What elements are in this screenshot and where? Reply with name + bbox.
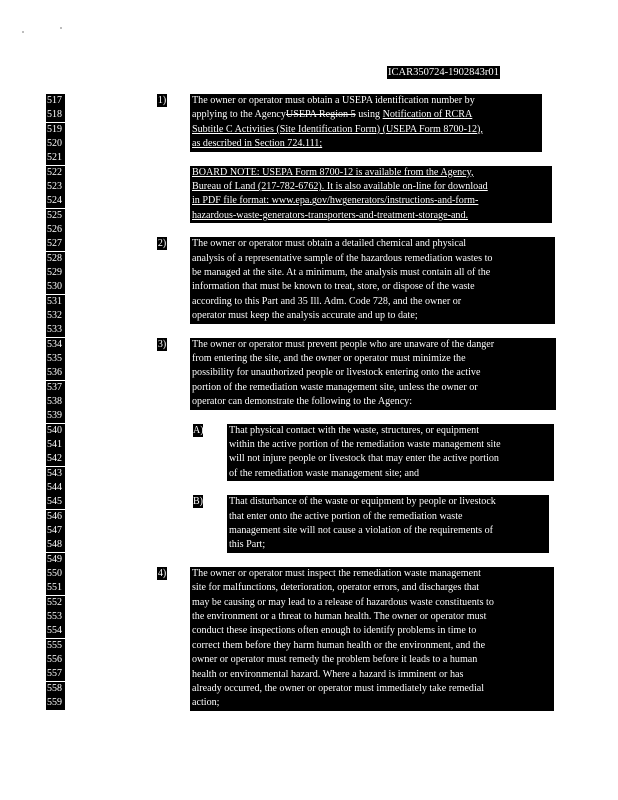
text-line bbox=[190, 653, 554, 667]
line-number: 538 bbox=[46, 395, 65, 409]
text-span: site for malfunctions, deterioration, operator errors, and discharges that bbox=[192, 582, 480, 594]
text-line bbox=[190, 309, 555, 323]
line-number: 547 bbox=[46, 524, 65, 538]
line-number: 559 bbox=[46, 696, 65, 710]
text-line bbox=[190, 94, 542, 108]
text-span: That disturbance of the waste or equipment by people or livestock bbox=[229, 496, 496, 508]
line-number: 551 bbox=[46, 581, 65, 595]
paragraph-block bbox=[190, 94, 542, 152]
text-span: operator must keep the analysis accurate and up to date; bbox=[192, 310, 418, 322]
line-number: 556 bbox=[46, 653, 65, 667]
line-number: 531 bbox=[46, 295, 65, 309]
line-number: 524 bbox=[46, 194, 65, 208]
line-number: 525 bbox=[46, 209, 65, 223]
text-line bbox=[190, 610, 554, 624]
text-line bbox=[190, 108, 542, 122]
text-line bbox=[190, 194, 552, 208]
line-number: 535 bbox=[46, 352, 65, 366]
line-number: 517 bbox=[46, 94, 65, 108]
line-number: 555 bbox=[46, 639, 65, 653]
line-number: 519 bbox=[46, 123, 65, 137]
text-line bbox=[190, 381, 556, 395]
line-number: 548 bbox=[46, 538, 65, 552]
document-id: ICAR350724-1902843r01 bbox=[388, 67, 499, 78]
text-line bbox=[190, 624, 554, 638]
line-number: 545 bbox=[46, 495, 65, 509]
underlined-text: (USEPA Form 8700-12), bbox=[380, 123, 483, 135]
line-number: 526 bbox=[46, 223, 65, 237]
line-number: 549 bbox=[46, 553, 65, 567]
text-span: this Part; bbox=[229, 539, 266, 551]
text-line bbox=[190, 123, 542, 137]
text-span: using bbox=[355, 109, 383, 121]
item-marker: 4) bbox=[157, 567, 167, 579]
text-line bbox=[190, 137, 542, 151]
scan-speck bbox=[60, 27, 62, 29]
line-number: 533 bbox=[46, 323, 65, 337]
paragraph-block bbox=[190, 237, 555, 323]
scan-speck bbox=[22, 31, 24, 33]
text-span: already occurred, the owner or operator must immediately take remedial bbox=[192, 683, 485, 695]
text-line bbox=[227, 524, 549, 538]
text-span: The owner or operator must prevent people who are unaware of the danger bbox=[192, 338, 495, 350]
text-span: conduct these inspections often enough to identify problems in time to bbox=[192, 625, 477, 637]
text-span: of the remediation waste management site; and bbox=[229, 467, 420, 479]
text-line bbox=[190, 696, 554, 710]
paragraph-block bbox=[190, 567, 554, 711]
line-number: 557 bbox=[46, 667, 65, 681]
text-line bbox=[227, 452, 554, 466]
text-line bbox=[190, 280, 555, 294]
text-span: owner or operator must remedy the problem before it leads to a human bbox=[192, 654, 478, 666]
line-number: 554 bbox=[46, 624, 65, 638]
line-number: 530 bbox=[46, 280, 65, 294]
text-line bbox=[190, 567, 554, 581]
paragraph-block bbox=[227, 424, 554, 482]
line-number: 539 bbox=[46, 409, 65, 423]
paragraph-block bbox=[227, 495, 549, 553]
underlined-text: in PDF file format: www.epa.gov/hwgenerators/instructions-and-form- bbox=[192, 195, 479, 207]
underlined-text: Bureau of Land (217-782-6762). It is also available on-line for download bbox=[192, 181, 488, 193]
text-span: will not injure people or livestock that may enter the active portion bbox=[229, 453, 499, 465]
item-marker: A) bbox=[193, 424, 204, 436]
line-number: 546 bbox=[46, 510, 65, 524]
line-number: 542 bbox=[46, 452, 65, 466]
text-span: The owner or operator must obtain a detailed chemical and physical bbox=[192, 238, 467, 250]
text-line bbox=[190, 581, 554, 595]
line-number: 552 bbox=[46, 596, 65, 610]
text-line bbox=[190, 237, 555, 251]
line-number: 528 bbox=[46, 252, 65, 266]
text-span: portion of the remediation waste management site, unless the owner or bbox=[192, 381, 478, 393]
line-number: 550 bbox=[46, 567, 65, 581]
line-number: 520 bbox=[46, 137, 65, 151]
text-line bbox=[190, 682, 554, 696]
struck-text: USEPA Region 5 bbox=[285, 109, 356, 121]
text-line bbox=[190, 166, 552, 180]
item-marker: 3) bbox=[157, 338, 167, 350]
text-span: applying to the Agency bbox=[192, 109, 286, 121]
text-span: according to this Part and 35 Ill. Adm. Code 728, and the owner or bbox=[192, 295, 462, 307]
text-span: management site will not cause a violation of the requirements of bbox=[229, 524, 494, 536]
text-span: correct them before they harm human health or the environment, and the bbox=[192, 639, 486, 651]
text-span: operator can demonstrate the following to the Agency: bbox=[192, 396, 413, 408]
text-line bbox=[190, 668, 554, 682]
line-number: 544 bbox=[46, 481, 65, 495]
text-span: That physical contact with the waste, structures, or equipment bbox=[229, 424, 480, 436]
text-span: information that must be known to treat, store, or dispose of the waste bbox=[192, 281, 475, 293]
text-line bbox=[190, 252, 555, 266]
line-number: 553 bbox=[46, 610, 65, 624]
text-line bbox=[227, 495, 549, 509]
paragraph-block bbox=[190, 338, 556, 410]
text-span: the environment or a threat to human health. The owner or operator must bbox=[192, 611, 487, 623]
text-line bbox=[190, 266, 555, 280]
text-line bbox=[227, 510, 549, 524]
item-marker: 2) bbox=[157, 238, 167, 250]
line-number: 540 bbox=[46, 424, 65, 438]
text-span: that enter onto the active portion of the remediation waste bbox=[229, 510, 463, 522]
text-line bbox=[190, 352, 556, 366]
line-number: 537 bbox=[46, 381, 65, 395]
line-number: 529 bbox=[46, 266, 65, 280]
text-line bbox=[190, 180, 552, 194]
text-span: The owner or operator must obtain a USEPA identification number by bbox=[192, 95, 475, 106]
underlined-text: Subtitle C Activities (Site Identification Form) bbox=[192, 123, 381, 135]
line-number: 558 bbox=[46, 682, 65, 696]
underlined-text: as described in Section 724.111; bbox=[192, 138, 323, 150]
text-span: action; bbox=[192, 697, 220, 709]
text-line bbox=[190, 366, 556, 380]
text-span: analysis of a representative sample of the hazardous remediation wastes to bbox=[192, 252, 493, 264]
text-span: within the active portion of the remediation waste management site bbox=[229, 438, 501, 450]
line-number: 521 bbox=[46, 151, 65, 165]
line-number: 523 bbox=[46, 180, 65, 194]
text-line bbox=[227, 467, 554, 481]
line-number: 543 bbox=[46, 467, 65, 481]
text-span: possibility for unauthorized people or livestock entering onto the active bbox=[192, 367, 481, 379]
line-number: 534 bbox=[46, 338, 65, 352]
text-line bbox=[190, 596, 554, 610]
underlined-text: Notification of RCRA bbox=[382, 109, 473, 121]
text-line bbox=[190, 639, 554, 653]
text-span: The owner or operator must inspect the remediation waste management bbox=[192, 567, 481, 579]
line-number: 518 bbox=[46, 108, 65, 122]
text-line bbox=[227, 438, 554, 452]
line-number: 527 bbox=[46, 237, 65, 251]
line-number: 541 bbox=[46, 438, 65, 452]
text-span: from entering the site, and the owner or operator must minimize the bbox=[192, 352, 466, 364]
item-marker: 1) bbox=[157, 95, 167, 106]
text-line bbox=[227, 424, 554, 438]
text-line bbox=[190, 395, 556, 409]
line-number: 532 bbox=[46, 309, 65, 323]
text-span: may be causing or may lead to a release of hazardous waste constituents to bbox=[192, 596, 494, 608]
underlined-text: hazardous-waste-generators-transporters-and-treatment-storage-and. bbox=[192, 209, 469, 221]
text-span: be managed at the site. At a minimum, the analysis must contain all of the bbox=[192, 267, 491, 279]
text-line bbox=[190, 209, 552, 223]
line-number: 536 bbox=[46, 366, 65, 380]
item-marker: B) bbox=[193, 496, 203, 508]
underlined-text: BOARD NOTE: USEPA Form 8700-12 is available from the Agency, bbox=[192, 166, 474, 178]
line-number: 522 bbox=[46, 166, 65, 180]
paragraph-block bbox=[190, 166, 552, 224]
text-line bbox=[227, 538, 549, 552]
text-line bbox=[190, 338, 556, 352]
text-line bbox=[190, 295, 555, 309]
text-span: health or environmental hazard. Where a hazard is imminent or has bbox=[192, 668, 464, 680]
